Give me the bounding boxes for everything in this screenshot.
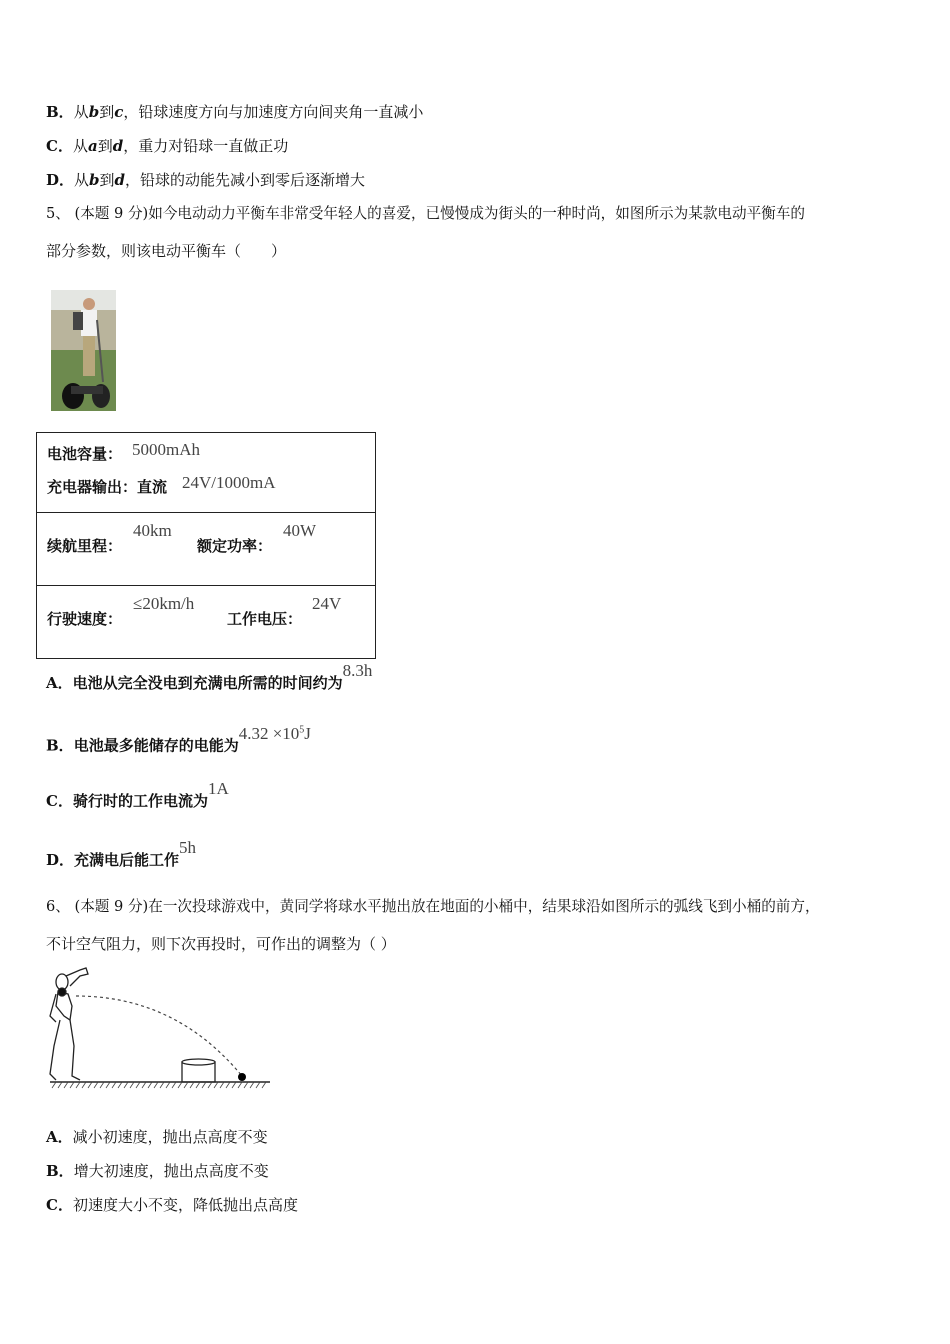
q6-option-c: [46, 1195, 298, 1215]
var: d: [112, 137, 124, 155]
spec-row-3: [37, 586, 375, 658]
q5-option-c: [46, 779, 229, 811]
option-value: 1A: [207, 779, 229, 798]
q5-option-a: [46, 661, 373, 693]
text: 到: [97, 137, 113, 155]
text: 到: [99, 171, 115, 189]
option-letter: B．: [46, 103, 74, 121]
text: 从: [74, 171, 90, 189]
text: 从: [72, 137, 88, 155]
spec-table: [36, 432, 376, 659]
var: b: [89, 171, 100, 189]
charger-label: 充电器输出：直流: [47, 478, 168, 496]
option-value: 8.3h: [342, 661, 373, 680]
option-letter: A．: [46, 674, 73, 692]
option-text: 骑行时的工作电流为: [72, 792, 208, 810]
option-letter: C．: [46, 137, 73, 155]
option-letter: C．: [46, 1196, 73, 1214]
speed-label: 行驶速度：: [47, 610, 123, 628]
var: a: [87, 137, 98, 155]
option-text: 电池最多能储存的电能为: [73, 736, 239, 755]
text: ，铅球速度方向与加速度方向间夹角一直减小: [123, 103, 424, 121]
range-label: 续航里程：: [47, 537, 123, 555]
option-text: 减小初速度，抛出点高度不变: [72, 1128, 268, 1146]
power-label: 额定功率：: [197, 537, 273, 555]
q6-stem-line1: 6、 (本题 9 分)在一次投球游戏中，黄同学将球水平抛出放在地面的小桶中，结果球沿如图所示的弧线飞到小桶的前方，: [46, 898, 820, 915]
balance-scooter-photo: [51, 290, 116, 411]
q6-option-b: [46, 1161, 269, 1181]
q4-option-d: [46, 170, 365, 190]
power-value: 40W: [283, 521, 317, 540]
option-text: 充满电后能工作: [74, 851, 180, 869]
capacity-value: 5000mAh: [132, 440, 200, 459]
q6-stem-line2: 不计空气阻力，则下次再投时，可作出的调整为（ ）: [46, 935, 396, 953]
spec-row-2: [37, 513, 375, 586]
range-value: 40km: [133, 521, 172, 540]
voltage-label: 工作电压：: [227, 610, 303, 628]
q6-option-a: [46, 1127, 268, 1147]
text: ，铅球的动能先减小到零后逐渐增大: [125, 171, 366, 189]
q5-option-d: [46, 838, 197, 870]
charger-value: 24V/1000mA: [182, 473, 276, 492]
q4-option-b: [46, 102, 423, 122]
option-letter: C．: [46, 792, 73, 810]
option-value: 5h: [179, 838, 197, 857]
speed-value: ≤20km/h: [133, 594, 195, 613]
option-letter: B．: [46, 736, 74, 755]
voltage-value: 24V: [312, 594, 342, 613]
text: ，重力对铅球一直做正功: [123, 137, 289, 155]
capacity-label: 电池容量：: [47, 445, 123, 463]
text: 到: [99, 103, 115, 121]
exponent: 5: [299, 724, 305, 735]
spec-row-1: [37, 433, 375, 513]
q4-option-c: [46, 136, 288, 156]
var: d: [114, 171, 126, 189]
thrower-figure: [50, 968, 88, 1080]
option-letter: B．: [46, 1162, 74, 1180]
option-letter: D．: [46, 851, 75, 869]
throwing-diagram: [46, 966, 274, 1090]
option-letter: A．: [46, 1128, 73, 1146]
trajectory-arc: [76, 996, 242, 1076]
bucket: [182, 1059, 215, 1082]
unit: J: [304, 723, 311, 743]
text: 从: [73, 103, 89, 121]
var: b: [88, 103, 100, 121]
ball: [238, 1073, 246, 1081]
var: c: [114, 103, 124, 121]
ground-hatch: [52, 1082, 266, 1088]
option-letter: D．: [46, 171, 75, 189]
option-value: 4.32 ×10: [238, 723, 300, 743]
option-text: 增大初速度，抛出点高度不变: [73, 1162, 269, 1180]
option-text: 电池从完全没电到充满电所需的时间约为: [72, 674, 343, 692]
q5-stem-line2: 部分参数，则该电动平衡车（ ）: [46, 242, 287, 260]
q5-stem-line1: 5、 (本题 9 分)如今电动动力平衡车非常受年轻人的喜爱，已慢慢成为街头的一种时尚，如图所示为某款电动平衡车的: [46, 205, 805, 222]
q5-option-b: [46, 723, 311, 756]
option-text: 初速度大小不变，降低抛出点高度: [72, 1196, 298, 1214]
